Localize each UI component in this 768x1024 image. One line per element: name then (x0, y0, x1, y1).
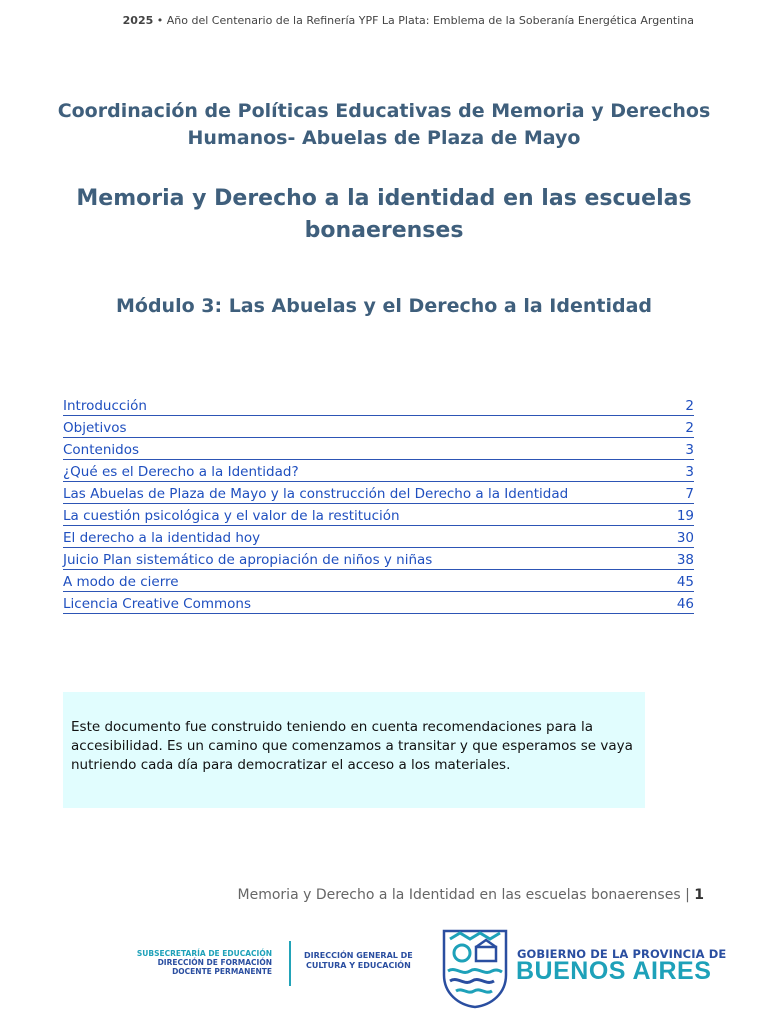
toc-page[interactable]: 46 (676, 596, 694, 612)
title-line-1: Memoria y Derecho a la identidad en las escuelas (76, 186, 692, 211)
sub-line-2: DIRECCIÓN DE FORMACIÓN (157, 958, 272, 967)
footer-separator: | (680, 887, 695, 903)
toc-page[interactable]: 19 (676, 508, 694, 524)
toc-item[interactable] (63, 460, 694, 482)
toc-label[interactable]: ¿Qué es el Derecho a la Identidad? (63, 464, 299, 480)
toc-label[interactable]: Contenidos (63, 442, 140, 458)
toc-label[interactable]: A modo de cierre (63, 574, 179, 590)
dgce-logo (304, 951, 413, 971)
gobierno-label: GOBIERNO DE LA PROVINCIA DE (517, 947, 727, 961)
sub-line-3: DOCENTE PERMANENTE (172, 967, 272, 976)
toc-label[interactable]: Licencia Creative Commons (63, 596, 252, 612)
province-emblem-icon (440, 925, 510, 1009)
toc-item[interactable] (63, 570, 694, 592)
toc-item[interactable] (63, 482, 694, 504)
toc-item[interactable] (63, 548, 694, 570)
coordination-line-1: Coordinación de Políticas Educativas de Memoria y Derechos (57, 100, 711, 122)
toc-page[interactable]: 7 (685, 486, 694, 502)
toc-item[interactable] (63, 526, 694, 548)
accessibility-note: Este documento fue construido teniendo en cuenta recomendaciones para la accesibilidad. Es un camino que comenzamos a transitar y que esperamos se vaya nutriendo cada día para democratizar el acceso a los materiales. (63, 692, 645, 808)
sub-line-1: SUBSECRETARÍA DE EDUCACIÓN (136, 949, 272, 958)
coordination-heading (40, 98, 728, 152)
toc-item[interactable] (63, 394, 694, 416)
buenos-aires-wordmark: BUENOS AIRES (516, 957, 712, 985)
dgce-line-1: DIRECCIÓN GENERAL DE (304, 951, 413, 960)
header-banner (123, 14, 694, 27)
toc-page[interactable]: 3 (685, 442, 694, 458)
toc-page[interactable]: 45 (676, 574, 694, 590)
toc-label[interactable]: Las Abuelas de Plaza de Mayo y la construcción del Derecho a la Identidad (63, 486, 569, 502)
toc-page[interactable]: 2 (685, 420, 694, 436)
toc-item[interactable] (63, 438, 694, 460)
toc-page[interactable]: 38 (676, 552, 694, 568)
toc-page[interactable]: 2 (685, 398, 694, 414)
table-of-contents (63, 394, 694, 614)
toc-label[interactable]: El derecho a la identidad hoy (63, 530, 261, 546)
title-line-2: bonaerenses (304, 218, 464, 243)
toc-item[interactable] (63, 416, 694, 438)
page-number: 1 (694, 887, 704, 903)
page-footer (238, 887, 704, 903)
footer-text: Memoria y Derecho a la Identidad en las escuelas bonaerenses (237, 887, 681, 903)
toc-page[interactable]: 3 (685, 464, 694, 480)
subsecretaria-logo (100, 949, 272, 976)
dgce-line-2: CULTURA Y EDUCACIÓN (305, 961, 411, 970)
toc-label[interactable]: Juicio Plan sistemático de apropiación de niños y niñas (63, 552, 433, 568)
toc-item[interactable] (63, 592, 694, 614)
coordination-line-2: Humanos- Abuelas de Plaza de Mayo (187, 127, 581, 149)
document-title (40, 183, 728, 247)
banner-year: 2025 (122, 14, 154, 27)
toc-label[interactable]: Introducción (63, 398, 147, 414)
toc-label[interactable]: La cuestión psicológica y el valor de la restitución (63, 508, 400, 524)
toc-label[interactable]: Objetivos (63, 420, 127, 436)
toc-item[interactable] (63, 504, 694, 526)
banner-text: • Año del Centenario de la Refinería YPF La Plata: Emblema de la Soberanía Energética Argentina (153, 14, 694, 27)
logo-divider (289, 941, 291, 986)
module-title: Módulo 3: Las Abuelas y el Derecho a la Identidad (116, 295, 652, 317)
footer-logos (0, 925, 768, 1015)
toc-page[interactable]: 30 (676, 530, 694, 546)
